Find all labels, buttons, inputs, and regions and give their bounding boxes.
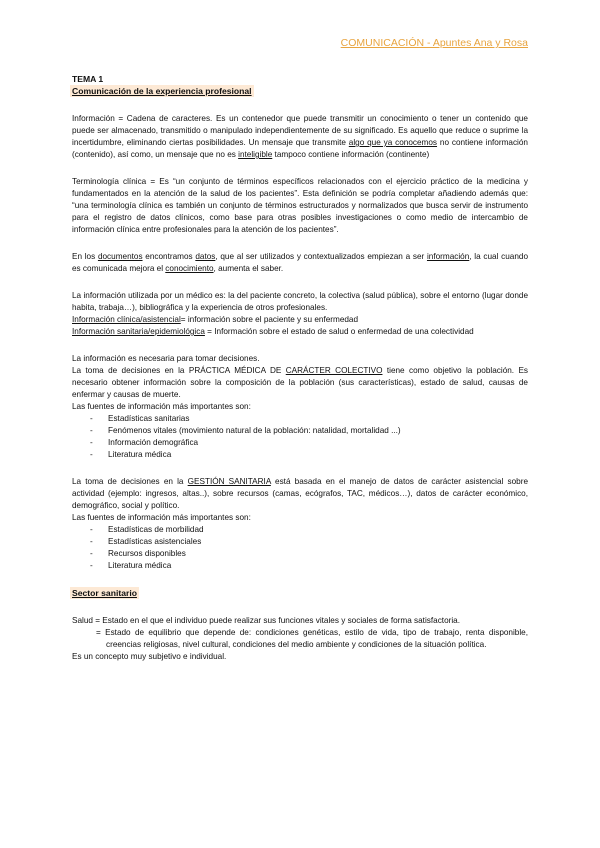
line-salud-1: Salud = Estado en el que el individuo puede realizar sus funciones vitales y sociales de forma satisfactoria. <box>72 616 460 625</box>
text-run: = Cadena de caracteres. Es un contenedor que puede transmitir un conocimiento o tener un contenido que puede ser almacenado, transmitido o manipulado independientemente de su significado. Es aquello que reduce o suprime la incertidumbre, eliminando ciertas posibilidades. Un mensaje que transmite <box>72 114 528 147</box>
text-run: está basada en el manejo de datos de carácter asistencial sobre actividad (ejemplo: ingresos, altas..), sobre recursos (camas, ecógrafos, TAC, médicos…), datos de carácter económico, demográfico, social y político. <box>72 477 528 510</box>
underlined-word: conocimiento <box>165 264 214 273</box>
line-necesaria: La información es necesaria para tomar decisiones. <box>72 354 260 363</box>
tema-heading: TEMA 1 <box>72 74 104 84</box>
paragraph-documentos <box>72 251 528 275</box>
text-run: , aumenta el saber. <box>213 264 284 273</box>
text-run: La toma de decisiones en la PRÁCTICA MÉDICA DE <box>72 366 286 375</box>
underlined-word: información <box>426 252 470 261</box>
paragraph-terminologia <box>72 176 528 236</box>
list-item: - Recursos disponibles <box>72 548 528 560</box>
text-run: no contiene información (contenido), así como, un mensaje que no es <box>72 138 528 159</box>
list-item: - Literatura médica <box>72 560 528 572</box>
list-item: - Estadísticas sanitarias <box>72 413 528 425</box>
text-run: tampoco contiene información (continente) <box>272 150 430 159</box>
text-run: , la cual cuando es comunicada mejora el <box>72 252 529 273</box>
list-item: - Estadísticas de morbilidad <box>72 524 528 536</box>
header-title[interactable]: COMUNICACIÓN - Apuntes Ana y Rosa <box>340 37 528 49</box>
paragraph-informacion <box>72 113 528 161</box>
section-title-sector: Sector sanitario <box>72 588 137 598</box>
list-fuentes-gestion <box>72 524 528 572</box>
term-terminologia: Terminología clínica <box>72 177 147 186</box>
text-run: , que al ser utilizados y contextualizados empiezan a ser <box>215 252 427 261</box>
text-run: tiene como objetivo la población. Es necesario obtener información sobre la composición de la población (sus características), estado de salud, causas de enfermar y causas de muerte. <box>72 366 529 399</box>
underlined-term: Información sanitaria/epidemiológica <box>72 327 205 336</box>
line-info-clinica <box>72 314 528 326</box>
document-body <box>72 73 528 663</box>
text-run: = Es “un conjunto de términos específicos relacionados con el ejercicio práctico de la medicina y fundamentados en la atención de la salud de los pacientes”. Esta definición se podría completar añadiendo además que: “una terminología clínica es también un conjunto de términos estructurados y normalizados que busca servir de instrumento para el registro de datos clínicos, como base para otras posibles investigaciones o como medio de intercambio de información clínica entre profesionales para la atención de los pacientes”. <box>72 177 528 234</box>
line-salud-2: = Estado de equilibrio que depende de: condiciones genéticas, estilo de vida, tipo de trabajo, renta disponible, creencias religiosas, nivel cultural, condiciones del medio ambiente y condiciones de la situación política. <box>96 628 528 649</box>
section-title-comunicacion: Comunicación de la experiencia profesional <box>72 86 252 96</box>
line-fuentes-gestion: Las fuentes de información más importantes son: <box>72 513 251 522</box>
term-informacion: Información <box>72 114 115 123</box>
text-run: encontramos <box>142 252 196 261</box>
underlined-term: Información clínica/asistencial <box>72 315 181 324</box>
paragraph-gestion <box>72 476 528 512</box>
list-item: - Estadísticas asistenciales <box>72 536 528 548</box>
paragraph-practica-medica <box>72 365 528 401</box>
line-info-sanitaria <box>72 326 528 338</box>
underlined-word: documentos <box>97 252 143 261</box>
text-run: La toma de decisiones en la <box>72 477 188 486</box>
underlined-word: datos <box>195 252 216 261</box>
list-item: - Información demográfica <box>72 437 528 449</box>
paragraph-info-medico: La información utilizada por un médico es: la del paciente concreto, la colectiva (salud pública), sobre el entorno (lugar donde habita, trabaja…), bibliográfica y la experiencia de otros profesionales. <box>72 291 528 312</box>
text-run: = información sobre el paciente y su enfermedad <box>180 315 359 324</box>
line-salud-3: Es un concepto muy subjetivo e individual. <box>72 652 227 661</box>
list-item: - Fenómenos vitales (movimiento natural de la población: natalidad, mortalidad ...) <box>72 425 528 437</box>
text-run: = Información sobre el estado de salud o enfermedad de una colectividad <box>204 327 474 336</box>
text-run: En los <box>72 252 98 261</box>
list-fuentes-colectivo <box>72 413 528 461</box>
underlined-phrase: CARÁCTER COLECTIVO <box>285 366 383 375</box>
underlined-phrase: algo que ya conocemos <box>348 138 438 147</box>
underlined-phrase: GESTIÓN SANITARIA <box>187 477 271 486</box>
underlined-phrase: inteligible <box>238 150 273 159</box>
line-fuentes: Las fuentes de información más importantes son: <box>72 402 251 411</box>
list-item: - Literatura médica <box>72 449 528 461</box>
